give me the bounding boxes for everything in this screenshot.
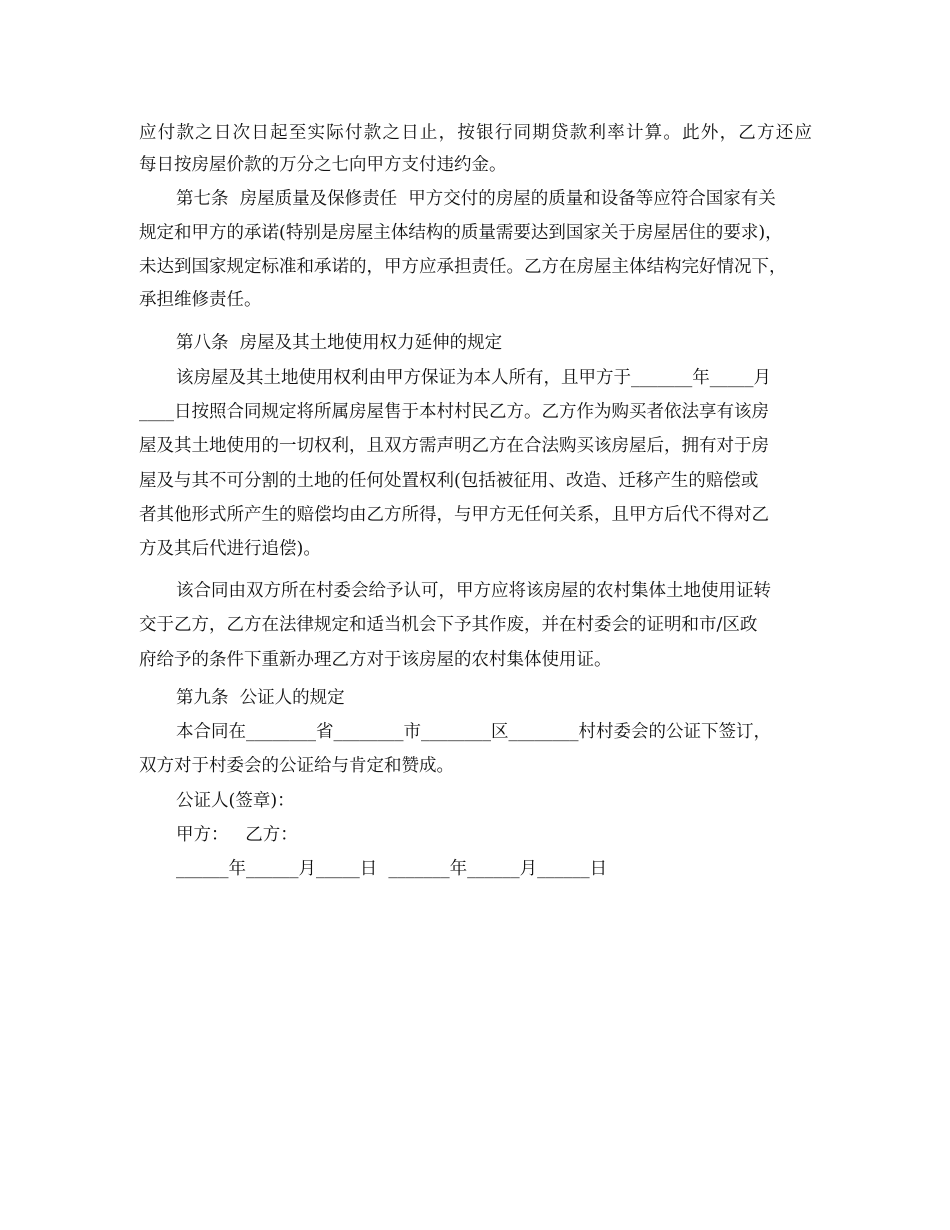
paragraph-line: 者其他形式所产生的赔偿均由乙方所得，与甲方无任何关系，且甲方后代不得对乙 (139, 505, 769, 525)
paragraph-line: 方及其后代进行追偿)。 (139, 539, 321, 559)
paragraph-line: 屋及其土地使用的一切权利，且双方需声明乙方在合法购买该房屋后，拥有对于房 (139, 436, 769, 456)
paragraph-line: 本合同在________省________市________区________村村委会的公证下签订， (176, 722, 771, 742)
paragraph-line: 规定和甲方的承诺(特别是房屋主体结构的质量需要达到国家关于房屋居住的要求)， (139, 223, 783, 243)
paragraph-line: 双方对于村委会的公证给与肯定和赞成。 (139, 756, 454, 776)
notary-signature-label: 公证人(签章)： (176, 791, 295, 811)
paragraph-line: 屋及与其不可分割的土地的任何处置权利(包括被征用、改造、迁移产生的赔偿或 (139, 471, 759, 491)
paragraph-line: ____日按照合同规定将所属房屋售于本村村民乙方。乙方作为购买者依法享有该房 (139, 402, 769, 422)
paragraph-line: 该房屋及其土地使用权利由甲方保证为本人所有，且甲方于_______年_____月 (176, 368, 771, 388)
paragraph-line: 每日按房屋价款的万分之七向甲方支付违约金。 (139, 155, 507, 175)
article-9-heading: 第九条 公证人的规定 (176, 688, 345, 708)
paragraph-line: 未达到国家规定标准和承诺的，甲方应承担责任。乙方在房屋主体结构完好情况下， (139, 257, 787, 277)
party-labels: 甲方： 乙方： (176, 825, 298, 845)
paragraph-line: 承担维修责任。 (139, 290, 262, 310)
paragraph-line: 府给予的条件下重新办理乙方对于该房屋的农村集体使用证。 (139, 650, 612, 670)
paragraph-line: 交于乙方，乙方在法律规定和适当机会下予其作废，并在村委会的证明和市/区政 (139, 615, 758, 635)
article-8-heading: 第八条 房屋及其土地使用权力延伸的规定 (176, 333, 503, 353)
paragraph-line: 应付款之日次日起至实际付款之日止，按银行同期贷款利率计算。此外，乙方还应 (139, 123, 812, 143)
signature-dates: ______年______月_____日 _______年______月______日 (176, 859, 608, 879)
paragraph-line: 该合同由双方所在村委会给予认可，甲方应将该房屋的农村集体土地使用证转 (176, 581, 771, 601)
article-7-heading-line: 第七条 房屋质量及保修责任 甲方交付的房屋的质量和设备等应符合国家有关 (176, 189, 776, 209)
